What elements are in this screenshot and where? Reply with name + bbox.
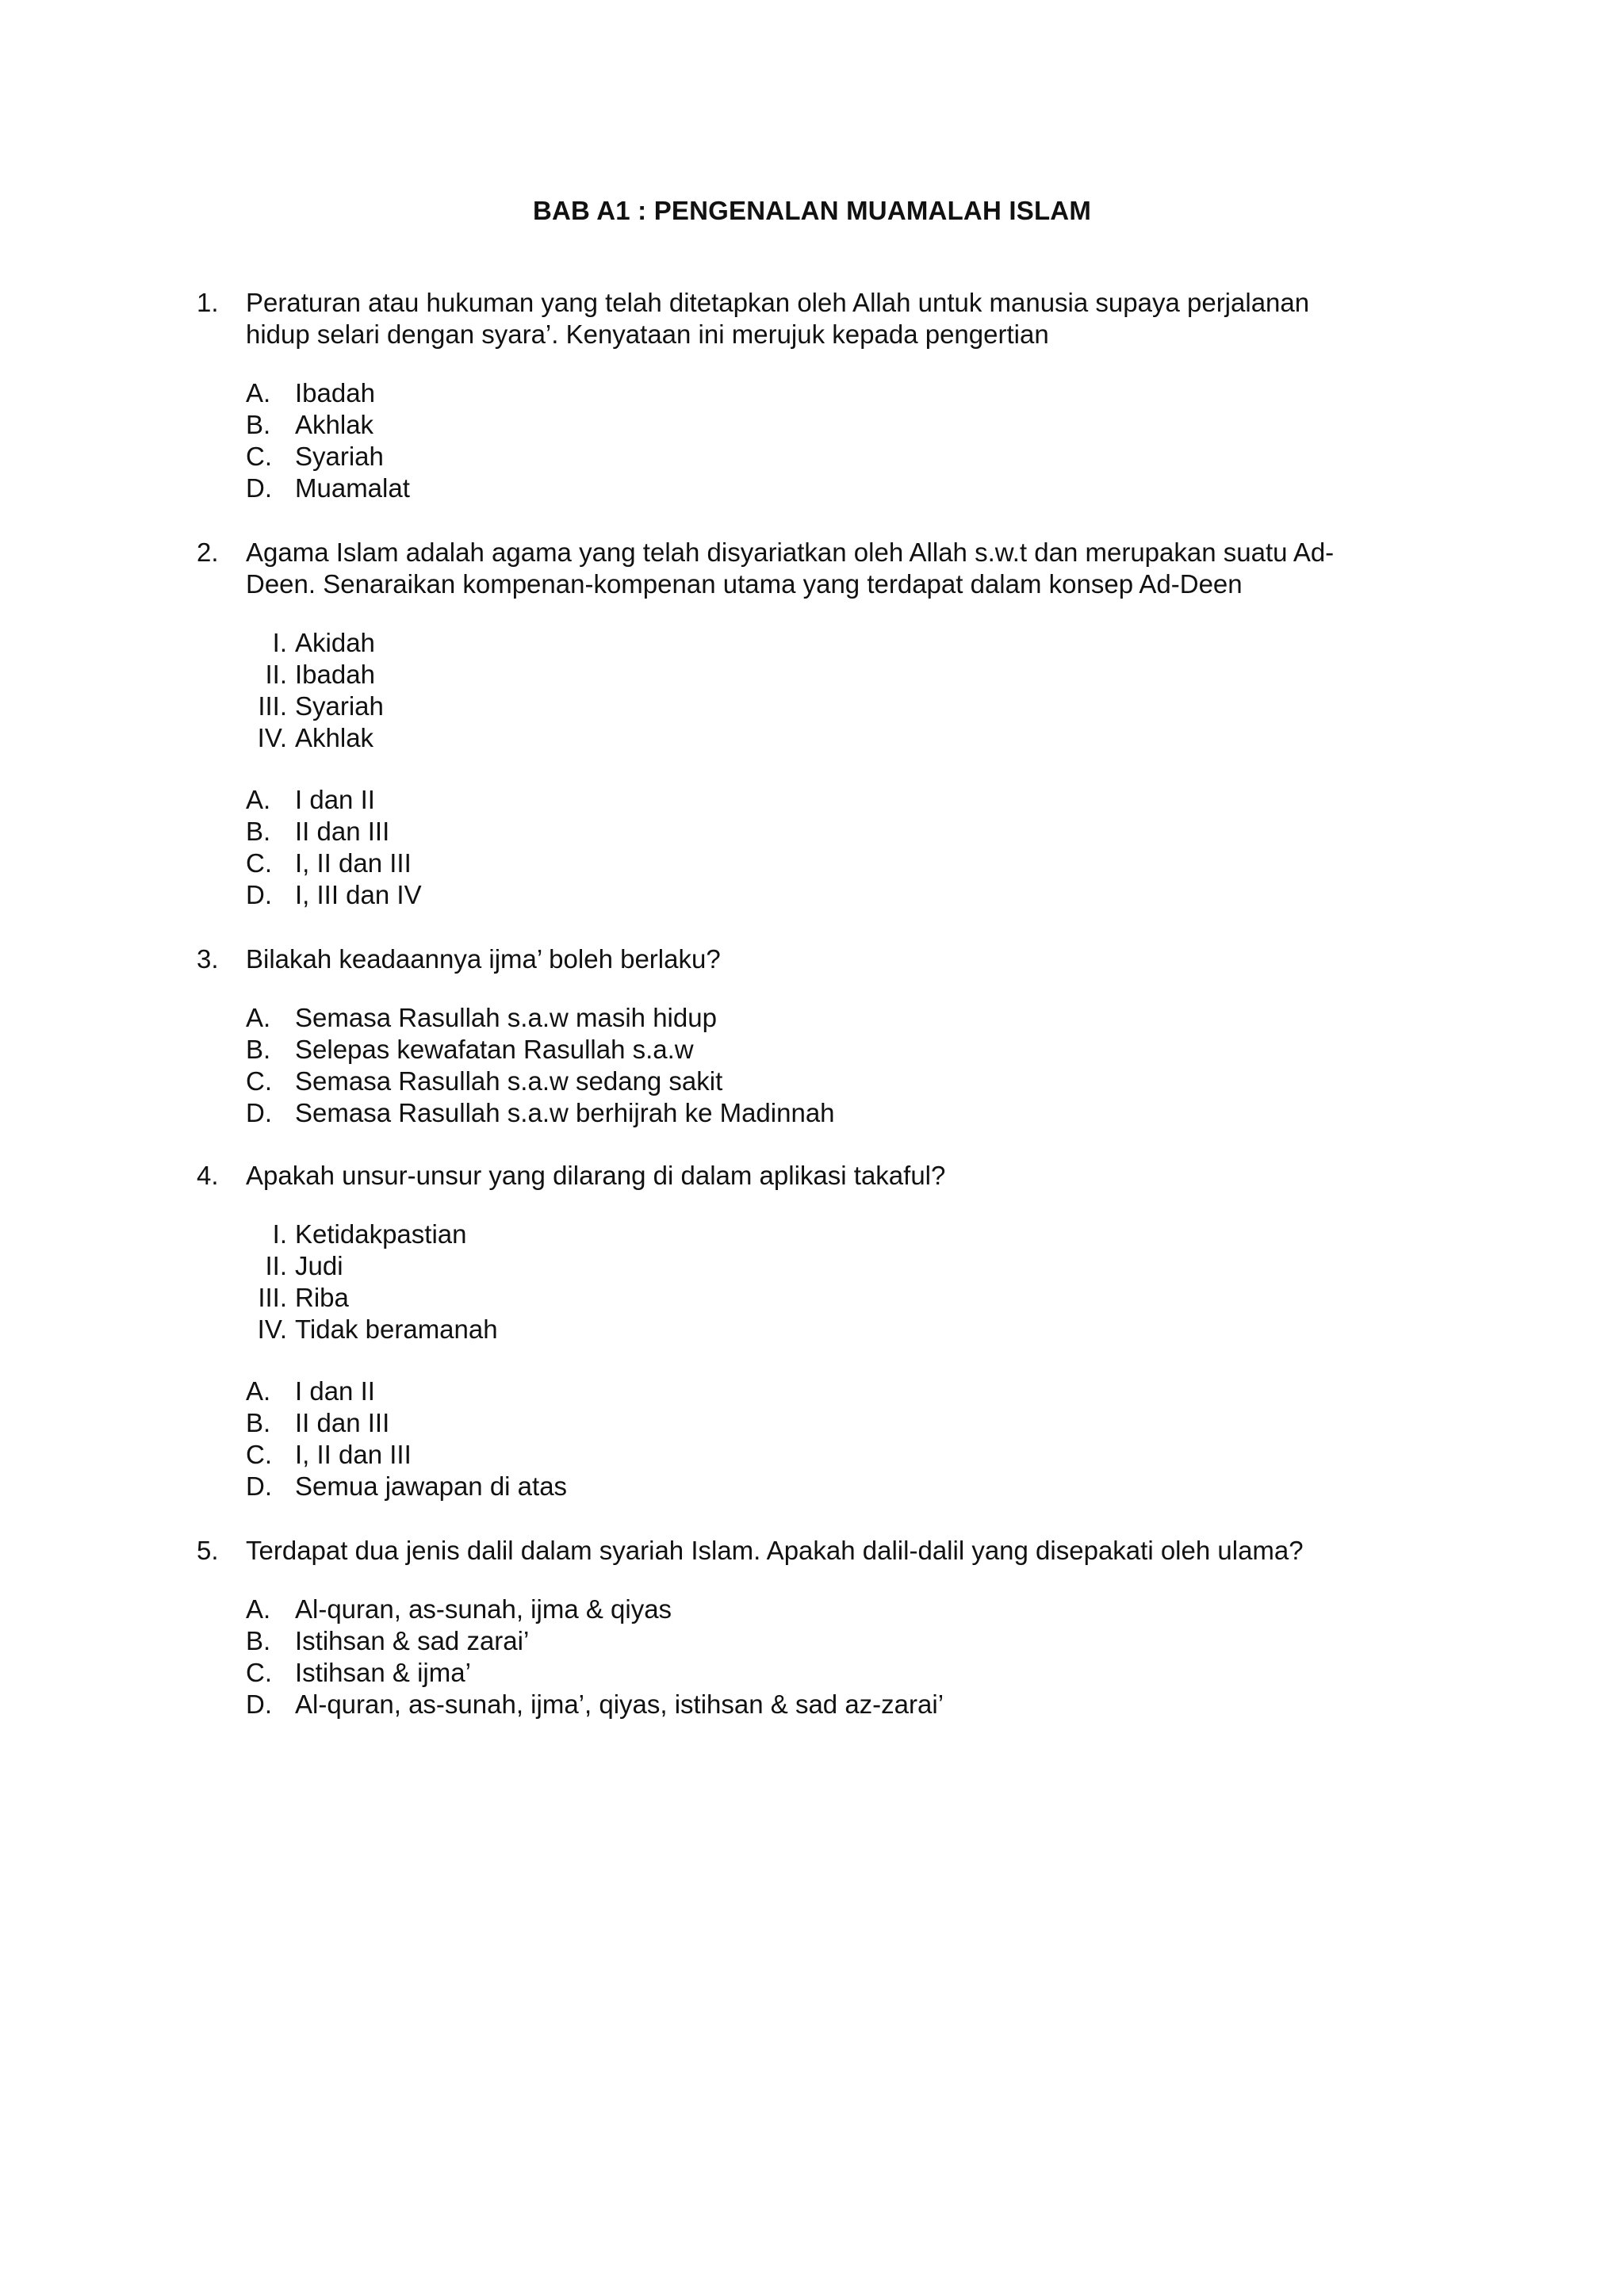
question-number: 1.: [197, 288, 219, 317]
option-text: Muamalat: [295, 473, 410, 503]
statement-numeral: II.: [265, 1251, 287, 1280]
statement-item: [228, 691, 1434, 722]
statement-text: Akidah: [295, 628, 375, 657]
statement-text: Ketidakpastian: [295, 1219, 467, 1249]
option-text: Ibadah: [295, 378, 375, 408]
option-text: Al-quran, as-sunah, ijma & qiyas: [295, 1594, 672, 1624]
question-text: Peraturan atau hukuman yang telah ditetapkan oleh Allah untuk manusia supaya perjalanan hidup selari dengan syara’. Kenyataan ini merujuk kepada pengertian: [246, 288, 1310, 349]
answer-options: [246, 1376, 1434, 1502]
option-letter: B.: [246, 817, 271, 846]
question-number: 3.: [197, 944, 219, 974]
option-letter: D.: [246, 473, 272, 503]
option-text: Istihsan & sad zarai’: [295, 1626, 530, 1655]
option-a: [246, 784, 1434, 816]
option-c: [246, 441, 1434, 473]
question-4: [197, 1160, 1434, 1502]
option-d: [246, 1097, 1434, 1129]
question-3: [197, 943, 1434, 1129]
option-letter: D.: [246, 880, 272, 909]
option-letter: A.: [246, 1594, 271, 1624]
option-letter: D.: [246, 1098, 272, 1127]
option-text: Semasa Rasullah s.a.w sedang sakit: [295, 1066, 723, 1096]
statement-text: Akhlak: [295, 723, 374, 752]
question-5: [197, 1535, 1434, 1720]
statement-numeral: I.: [272, 628, 287, 657]
question-number: 4.: [197, 1161, 219, 1190]
question-text: Apakah unsur-unsur yang dilarang di dalam aplikasi takaful?: [246, 1161, 946, 1190]
option-text: I, II dan III: [295, 848, 412, 878]
option-letter: D.: [246, 1471, 272, 1501]
question-1: [197, 287, 1434, 504]
question-2: [197, 537, 1434, 911]
option-letter: C.: [246, 442, 272, 471]
option-text: Istihsan & ijma’: [295, 1658, 471, 1687]
statement-numeral: IV.: [257, 723, 287, 752]
option-c: [246, 1439, 1434, 1471]
statement-text: Judi: [295, 1251, 343, 1280]
statement-text: Tidak beramanah: [295, 1314, 498, 1344]
option-text: Syariah: [295, 442, 384, 471]
option-d: [246, 1689, 1434, 1720]
option-letter: C.: [246, 848, 272, 878]
statement-numeral: IV.: [257, 1314, 287, 1344]
option-letter: B.: [246, 1626, 271, 1655]
option-text: Semasa Rasullah s.a.w berhijrah ke Madinnah: [295, 1098, 835, 1127]
option-text: II dan III: [295, 1408, 390, 1437]
statement-item: [228, 1282, 1434, 1314]
option-letter: B.: [246, 1408, 271, 1437]
answer-options: [246, 1594, 1434, 1720]
option-letter: A.: [246, 1376, 271, 1406]
option-text: Akhlak: [295, 410, 374, 439]
option-b: [246, 409, 1434, 441]
statement-numeral: III.: [258, 691, 287, 721]
statement-item: [228, 1314, 1434, 1345]
statement-list: [228, 1219, 1434, 1345]
statement-item: [228, 722, 1434, 754]
statement-item: [228, 1219, 1434, 1250]
statement-item: [228, 627, 1434, 659]
option-letter: B.: [246, 1035, 271, 1064]
question-number: 5.: [197, 1536, 219, 1565]
option-b: [246, 1407, 1434, 1439]
option-text: Al-quran, as-sunah, ijma’, qiyas, istihsan & sad az-zarai’: [295, 1689, 944, 1719]
answer-options: [246, 1002, 1434, 1129]
statement-numeral: I.: [272, 1219, 287, 1249]
statement-item: [228, 1250, 1434, 1282]
option-d: [246, 1471, 1434, 1502]
option-text: I, III dan IV: [295, 880, 422, 909]
option-a: [246, 377, 1434, 409]
statement-text: Riba: [295, 1283, 349, 1312]
option-letter: A.: [246, 785, 271, 814]
option-d: [246, 879, 1434, 911]
option-letter: A.: [246, 378, 271, 408]
option-text: Semasa Rasullah s.a.w masih hidup: [295, 1003, 717, 1032]
option-text: Selepas kewafatan Rasullah s.a.w: [295, 1035, 694, 1064]
option-letter: C.: [246, 1066, 272, 1096]
question-text: Agama Islam adalah agama yang telah disyariatkan oleh Allah s.w.t dan merupakan suatu Ad- Deen. Senaraikan kompenan-kompenan utama yang terdapat dalam konsep Ad-Deen: [246, 538, 1335, 599]
statement-item: [228, 659, 1434, 691]
question-text: Terdapat dua jenis dalil dalam syariah Islam. Apakah dalil-dalil yang disepakati oleh ulama?: [246, 1536, 1304, 1565]
option-c: [246, 1066, 1434, 1097]
question-text: Bilakah keadaannya ijma’ boleh berlaku?: [246, 944, 721, 974]
option-c: [246, 848, 1434, 879]
page-title: BAB A1 : PENGENALAN MUAMALAH ISLAM: [532, 196, 1092, 225]
option-c: [246, 1657, 1434, 1689]
answer-options: [246, 784, 1434, 911]
option-text: I dan II: [295, 785, 375, 814]
option-a: [246, 1594, 1434, 1625]
option-letter: D.: [246, 1689, 272, 1719]
statement-numeral: II.: [265, 660, 287, 689]
option-a: [246, 1002, 1434, 1034]
option-letter: B.: [246, 410, 271, 439]
option-letter: A.: [246, 1003, 271, 1032]
option-a: [246, 1376, 1434, 1407]
option-text: I, II dan III: [295, 1440, 412, 1469]
option-b: [246, 1034, 1434, 1066]
statement-numeral: III.: [258, 1283, 287, 1312]
statement-text: Syariah: [295, 691, 384, 721]
option-letter: C.: [246, 1658, 272, 1687]
option-text: II dan III: [295, 817, 390, 846]
option-b: [246, 1625, 1434, 1657]
statement-text: Ibadah: [295, 660, 375, 689]
option-text: I dan II: [295, 1376, 375, 1406]
option-text: Semua jawapan di atas: [295, 1471, 568, 1501]
answer-options: [246, 377, 1434, 504]
option-d: [246, 473, 1434, 504]
statement-list: [228, 627, 1434, 754]
option-b: [246, 816, 1434, 848]
option-letter: C.: [246, 1440, 272, 1469]
question-number: 2.: [197, 538, 219, 567]
